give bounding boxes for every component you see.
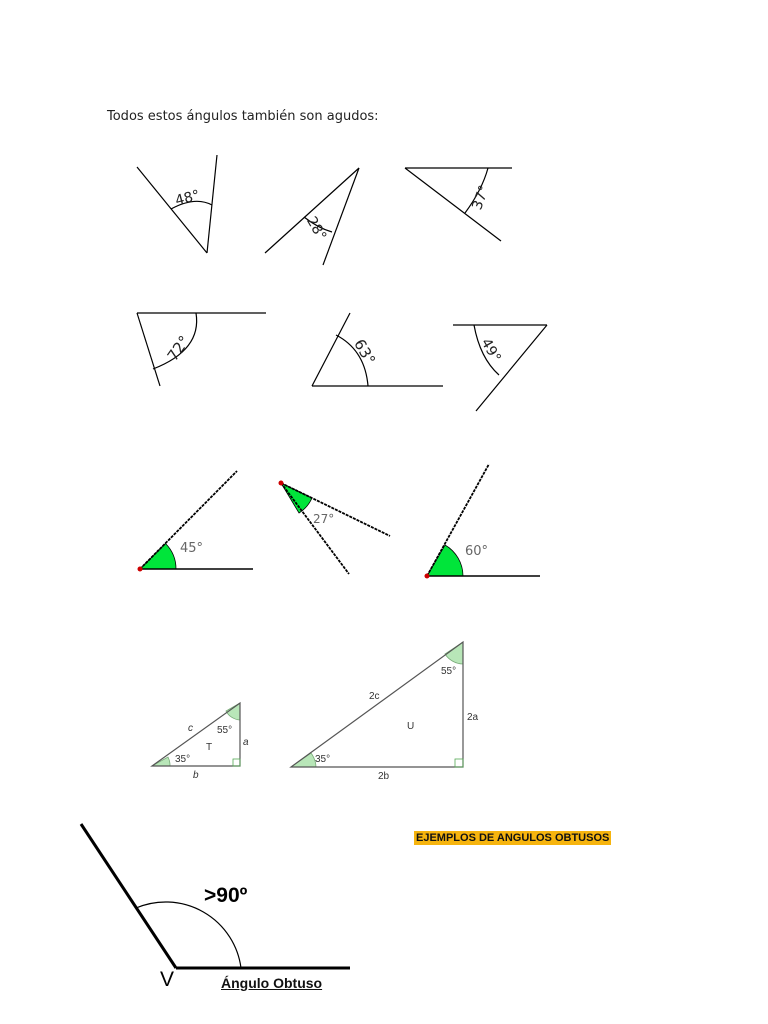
intro-text: Todos estos ángulos también son agudos:	[107, 109, 379, 124]
small-side-a: a	[243, 737, 249, 748]
large-center: U	[407, 721, 415, 732]
large-bottom-angle: 35°	[315, 754, 331, 765]
acute-angle-72	[137, 313, 266, 386]
small-center: T	[206, 742, 213, 753]
triangle-large	[291, 642, 463, 767]
label-49: 49°	[477, 335, 504, 366]
small-top-angle: 55°	[217, 725, 233, 736]
small-bottom-angle: 35°	[175, 754, 191, 765]
acute-angle-63	[312, 313, 443, 386]
green-angle-60	[425, 464, 541, 579]
label-27: 27°	[313, 512, 335, 526]
obtuse-examples-heading: EJEMPLOS DE ANGULOS OBTUSOS	[416, 832, 610, 844]
green-angle-45	[138, 471, 254, 572]
label-37: 37°	[469, 183, 493, 213]
label-48: 48°	[173, 187, 202, 210]
obtuse-title: Ángulo Obtuso	[221, 975, 323, 991]
small-side-b: b	[193, 770, 199, 781]
label-63: 63°	[350, 335, 380, 369]
large-side-c: 2c	[369, 691, 380, 702]
label-28: 28°	[302, 213, 330, 244]
label-45: 45°	[180, 541, 204, 556]
acute-angle-37	[405, 168, 512, 241]
label-60: 60°	[465, 544, 489, 559]
large-side-b: 2b	[378, 771, 390, 782]
label-72: 72°	[163, 332, 194, 365]
large-top-angle: 55°	[441, 666, 457, 677]
vertex-label: V	[160, 968, 175, 991]
small-side-c: c	[188, 723, 193, 734]
obtuse-angle-label: >90º	[204, 884, 248, 907]
large-side-a: 2a	[467, 712, 479, 723]
acute-angle-49	[453, 325, 547, 411]
green-angle-27	[279, 481, 391, 575]
